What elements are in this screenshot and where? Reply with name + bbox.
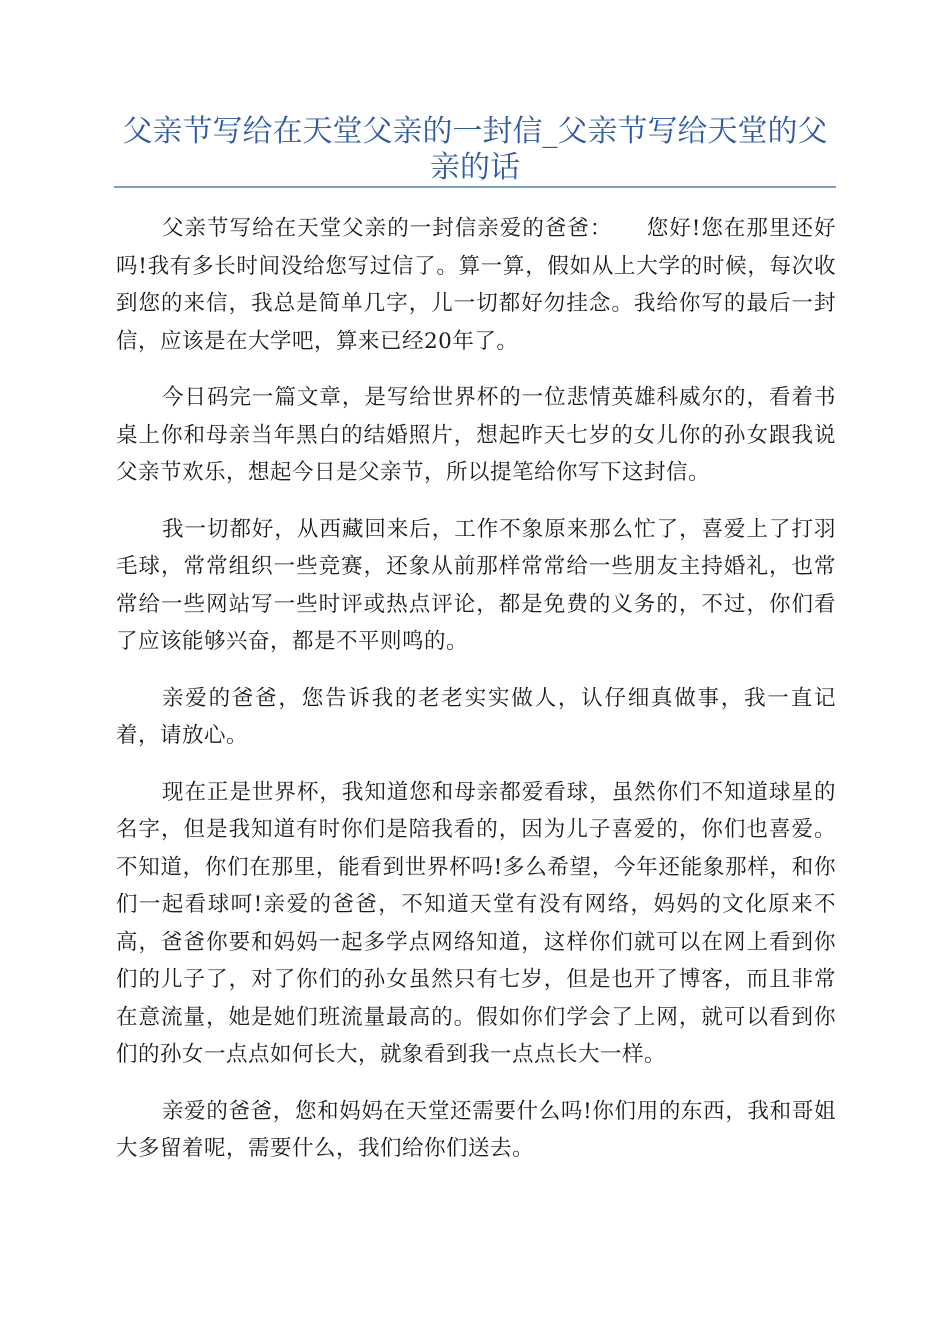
paragraph-3: 我一切都好，从西藏回来后，工作不象原来那么忙了，喜爱上了打羽毛球，常常组织一些竞赛，还象从前那样常常给一些朋友主持婚礼，也常常给一些网站写一些时评或热点评论，都是免费的义务的，不过，你们看了应该能够兴奋，都是不平则鸣的。 [116, 516, 836, 654]
paragraph-4: 亲爱的爸爸，您告诉我的老老实实做人，认仔细真做事，我一直记着，请放心。 [116, 685, 836, 748]
paragraph-1: 父亲节写给在天堂父亲的一封信亲爱的爸爸： 您好!您在那里还好吗!我有多长时间没给您写过信了。算一算，假如从上大学的时候，每次收到您的来信，我总是简单几字，儿一切都好勿挂念。我给你写的最后一封信，应该是在大学吧，算来已经20年了。 [116, 216, 836, 354]
title-underline [114, 186, 836, 188]
paragraph-5: 现在正是世界杯，我知道您和母亲都爱看球，虽然你们不知道球星的名字，但是我知道有时你们是陪我看的，因为儿子喜爱的，你们也喜爱。不知道，你们在那里，能看到世界杯吗!多么希望，今年还能象那样，和你们一起看球呵!亲爱的爸爸，不知道天堂有没有网络，妈妈的文化原来不高，爸爸你要和妈妈一起多学点网络知道，这样你们就可以在网上看到你们的儿子了，对了你们的孙女虽然只有七岁，但是也开了博客，而且非常在意流量，她是她们班流量最高的。假如你们学会了上网，就可以看到你们的孙女一点点如何长大，就象看到我一点点长大一样。 [116, 779, 836, 1067]
document-title: 父亲节写给在天堂父亲的一封信_父亲节写给天堂的父亲的话 [122, 114, 828, 185]
document-body [116, 210, 836, 1187]
paragraph-6: 亲爱的爸爸，您和妈妈在天堂还需要什么吗!你们用的东西，我和哥姐大多留着呢，需要什么，我们给你们送去。 [116, 1098, 836, 1161]
paragraph-2: 今日码完一篇文章，是写给世界杯的一位悲情英雄科威尔的，看着书桌上你和母亲当年黑白的结婚照片，想起昨天七岁的女儿你的孙女跟我说父亲节欢乐，想起今日是父亲节，所以提笔给你写下这封信。 [116, 385, 836, 485]
